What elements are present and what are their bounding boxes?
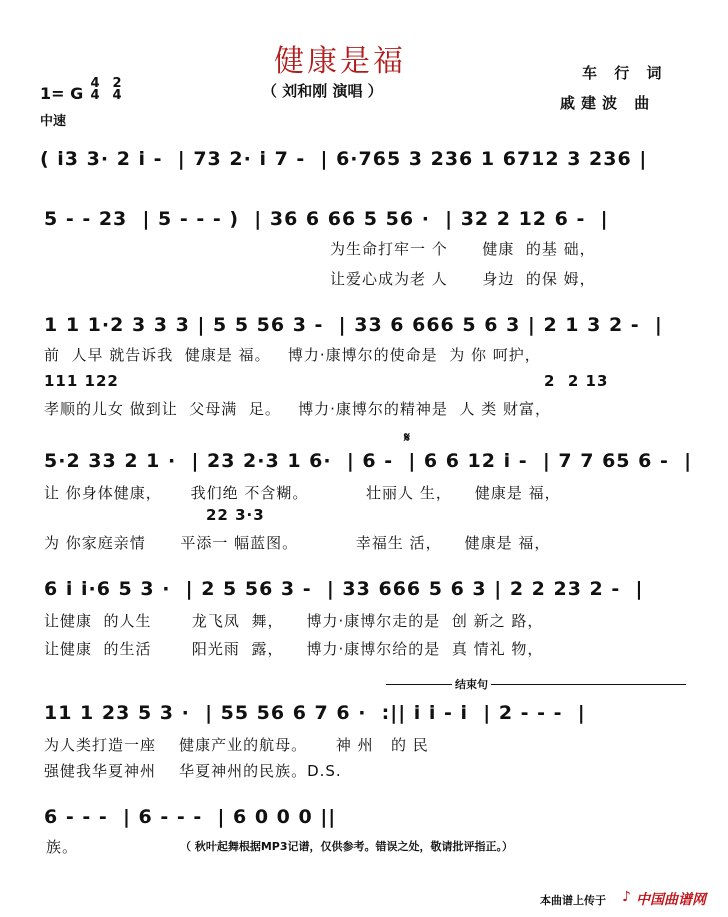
time-signature-2: 2 4 xyxy=(112,76,122,103)
performer-credit: （ 刘和刚 演唱 ） xyxy=(262,82,383,100)
upload-label: 本曲谱上传于 xyxy=(540,894,606,907)
lyrics-row-4-verse-2: 为 你家庭亲情 平添一 幅蓝图。 幸福生 活， 健康是 福， xyxy=(44,534,551,552)
notation-row-4: 5·2 33 2 1 · | 23 2·3 1 6· | 6 - | 6 6 12 i - | 7 7 65 6 - | xyxy=(44,450,693,472)
lyricist-credit: 车 行 词 xyxy=(582,64,668,82)
song-title: 健康是福 xyxy=(274,44,406,79)
key-signature: 1= G xyxy=(40,84,84,103)
lyrics-row-7: 族。 xyxy=(46,838,79,856)
tempo-marking: 中速 xyxy=(40,114,67,129)
site-logo-icon: ♪ xyxy=(622,889,631,905)
lyrics-row-4-verse-1: 让 你身体健康， 我们绝 不含糊。 壮丽人 生， 健康是 福， xyxy=(44,484,561,502)
lyrics-row-6-verse-2: 强健我华夏神州 华夏神州的民族。D.S. xyxy=(44,762,342,780)
time-signature-1: 4 4 xyxy=(90,76,100,103)
notation-row-3: 1 1 1·2 3 3 3 | 5 5 56 3 - | 33 6 666 5 6 3 | 2 1 3 2 - | xyxy=(44,314,663,336)
alt-notes-row-3-b: 2 2 13 xyxy=(544,372,609,390)
lyrics-row-2-verse-2: 让爱心成为老 人 身边 的保 姆， xyxy=(330,270,596,288)
lyrics-row-5-verse-2: 让健康 的生活 阳光雨 露， 博力·康博尔给的是 真 情礼 物， xyxy=(44,640,544,658)
notation-row-7: 6 - - - | 6 - - - | 6 0 0 0 || xyxy=(44,806,337,828)
segno-sign: 𝄋 xyxy=(404,430,411,446)
lyrics-row-2-verse-1: 为生命打牢一 个 健康 的基 础， xyxy=(330,240,596,258)
lyrics-row-6-verse-1: 为人类打造一座 健康产业的航母。 神 州 的 民 xyxy=(44,736,429,754)
lyrics-row-3-verse-1: 前 人早 就告诉我 健康是 福。 博力·康博尔的使命是 为 你 呵护， xyxy=(44,346,541,364)
transcription-note: （ 秋叶起舞根据MP3记谱，仅供参考。错误之处，敬请批评指正。） xyxy=(180,840,513,853)
lyrics-row-5-verse-1: 让健康 的人生 龙飞凤 舞， 博力·康博尔走的是 创 新之 路， xyxy=(44,612,544,630)
notation-row-5: 6 i i·6 5 3 · | 2 5 56 3 - | 33 666 5 6 3 | 2 2 23 2 - | xyxy=(44,578,644,600)
site-name: 中国曲谱网 xyxy=(636,892,706,908)
ending-bracket-line xyxy=(386,684,686,685)
alt-notes-row-3-a: 111 122 xyxy=(44,372,119,390)
lyrics-row-3-verse-2: 孝顺的儿女 做到让 父母满 足。 博力·康博尔的精神是 人 类 财富， xyxy=(44,400,551,418)
composer-credit: 戚建波 曲 xyxy=(560,94,656,112)
notation-row-6: 11 1 23 5 3 · | 55 56 6 7 6 · :|| i i - i | 2 - - - | xyxy=(44,702,586,724)
notation-row-2: 5 - - 23 | 5 - - - ) | 36 6 66 5 56 · | 32 2 12 6 - | xyxy=(44,208,609,230)
alt-notes-row-4: 22 3·3 xyxy=(206,506,265,524)
ending-label: 结束句 xyxy=(452,676,491,692)
notation-row-1: ( i3 3· 2 i - | 73 2· i 7 - | 6·765 3 236 1 6712 3 236 | xyxy=(40,148,648,170)
